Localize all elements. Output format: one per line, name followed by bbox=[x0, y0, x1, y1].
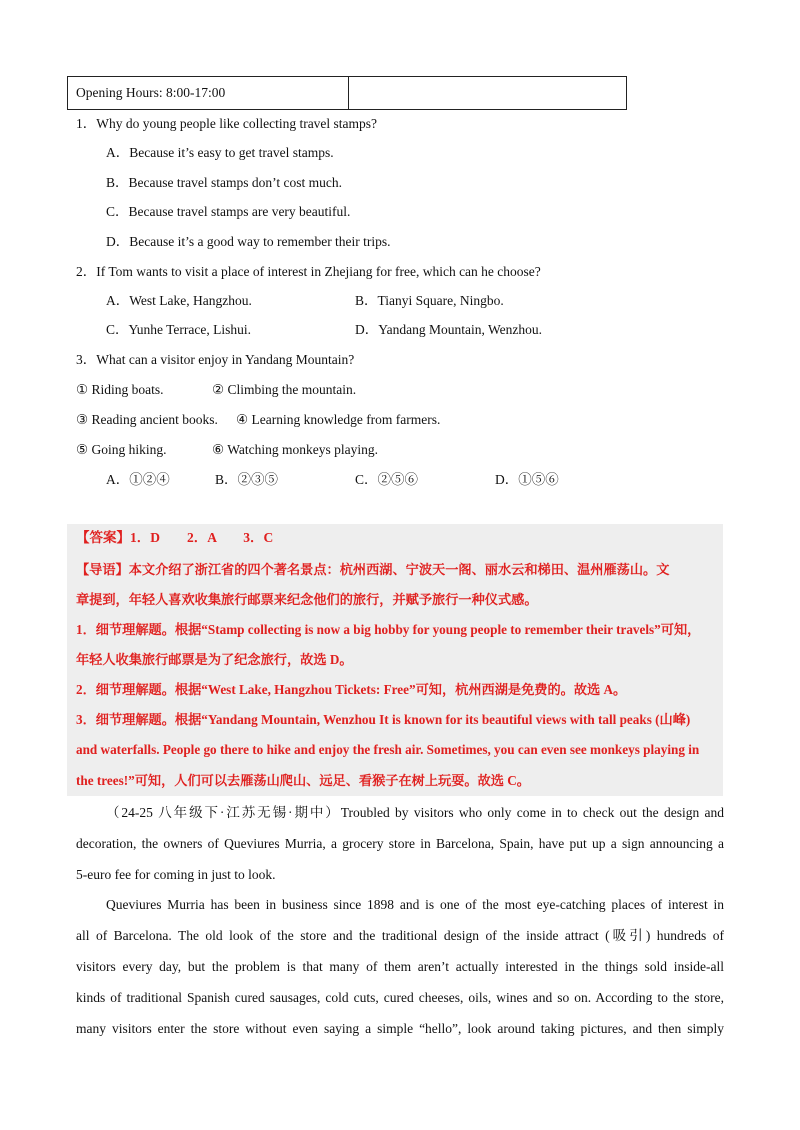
passage-line: all of Barcelona. The old look of the store and the traditional design of the inside attract (吸引) hundreds of bbox=[76, 928, 724, 943]
explanation-1-line-2: 年轻人收集旅行邮票是为了纪念旅行，故选 D。 bbox=[76, 652, 353, 667]
empty-cell bbox=[349, 77, 627, 110]
opening-hours-cell: Opening Hours: 8:00-17:00 bbox=[68, 77, 349, 110]
explanation-3-line-1: 3．细节理解题。根据“Yandang Mountain, Wenzhou It is known for its beautiful views with tall peaks (山峰) bbox=[76, 712, 691, 727]
passage-line: many visitors enter the store without even saying a simple “hello”, look around taking pictures, and then simply bbox=[76, 1021, 724, 1036]
question-2-option-b: B．Tianyi Square, Ningbo. bbox=[355, 293, 504, 308]
explanation-3-line-2: and waterfalls. People go there to hike and enjoy the fresh air. Sometimes, you can even see monkeys playing in bbox=[76, 742, 700, 757]
question-3-item-5: ⑤ Going hiking. bbox=[76, 442, 167, 457]
question-1-option-a: A．Because it’s easy to get travel stamps. bbox=[106, 145, 334, 160]
question-1-stem: 1．Why do young people like collecting travel stamps? bbox=[76, 116, 378, 131]
passage-paragraph-1 bbox=[76, 797, 724, 890]
answer-key: 【答案】1．D 2．A 3．C bbox=[76, 530, 274, 545]
question-3-stem: 3．What can a visitor enjoy in Yandang Mountain? bbox=[76, 352, 355, 367]
passage-line: decoration, the owners of Queviures Murria, a grocery store in Barcelona, Spain, have put up a sign announcing a bbox=[76, 836, 724, 851]
question-1-option-b: B．Because travel stamps don’t cost much. bbox=[106, 175, 342, 190]
question-3-item-6: ⑥ Watching monkeys playing. bbox=[212, 442, 378, 457]
question-2-option-a: A．West Lake, Hangzhou. bbox=[106, 293, 252, 308]
explanation-2: 2．细节理解题。根据“West Lake, Hangzhou Tickets: Free”可知，杭州西湖是免费的。故选 A。 bbox=[76, 682, 627, 697]
question-1-option-c: C．Because travel stamps are very beautiful. bbox=[106, 204, 351, 219]
question-3-option-c: C．②⑤⑥ bbox=[355, 472, 419, 487]
question-3-item-3: ③ Reading ancient books. bbox=[76, 412, 218, 427]
explanation-3-line-3: the trees!”可知，人们可以去雁荡山爬山、远足、看猴子在树上玩耍。故选 C。 bbox=[76, 773, 530, 788]
passage-paragraph-2 bbox=[76, 889, 724, 1044]
question-3-item-2: ② Climbing the mountain. bbox=[212, 382, 357, 397]
passage-line: Queviures Murria has been in business since 1898 and is one of the most eye-catching places of interest in bbox=[106, 897, 724, 912]
guide-line-2: 章提到，年轻人喜欢收集旅行邮票来纪念他们的旅行，并赋予旅行一种仪式感。 bbox=[76, 592, 538, 607]
question-3-item-1: ① Riding boats. bbox=[76, 382, 164, 397]
question-3-item-4: ④ Learning knowledge from farmers. bbox=[236, 412, 441, 427]
question-2-option-d: D．Yandang Mountain, Wenzhou. bbox=[355, 322, 543, 337]
opening-hours-table bbox=[67, 76, 627, 110]
passage-line: （24-25 八年级下·江苏无锡·期中）Troubled by visitors who only come in to check out the design and bbox=[106, 805, 724, 820]
explanation-1-line-1: 1．细节理解题。根据“Stamp collecting is now a big hobby for young people to remember their travels”可知， bbox=[76, 622, 701, 637]
passage-line: visitors every day, but the problem is that many of them aren’t actually interested in the things sold inside-all bbox=[76, 959, 724, 974]
passage-line: kinds of traditional Spanish cured sausages, cold cuts, cured cheeses, oils, wines and so on. According to the store, bbox=[76, 990, 724, 1005]
table-row bbox=[68, 77, 627, 110]
question-2-stem: 2．If Tom wants to visit a place of interest in Zhejiang for free, which can he choose? bbox=[76, 264, 541, 279]
guide-line-1: 【导语】本文介绍了浙江省的四个著名景点：杭州西湖、宁波天一阁、丽水云和梯田、温州雁荡山。文 bbox=[76, 562, 670, 577]
question-2-option-c: C．Yunhe Terrace, Lishui. bbox=[106, 322, 252, 337]
question-3-option-a: A．①②④ bbox=[106, 472, 170, 487]
passage-line: 5-euro fee for coming in just to look. bbox=[76, 867, 276, 882]
question-3-option-d: D．①⑤⑥ bbox=[495, 472, 559, 487]
question-1-option-d: D．Because it’s a good way to remember their trips. bbox=[106, 234, 391, 249]
question-3-option-b: B．②③⑤ bbox=[215, 472, 279, 487]
